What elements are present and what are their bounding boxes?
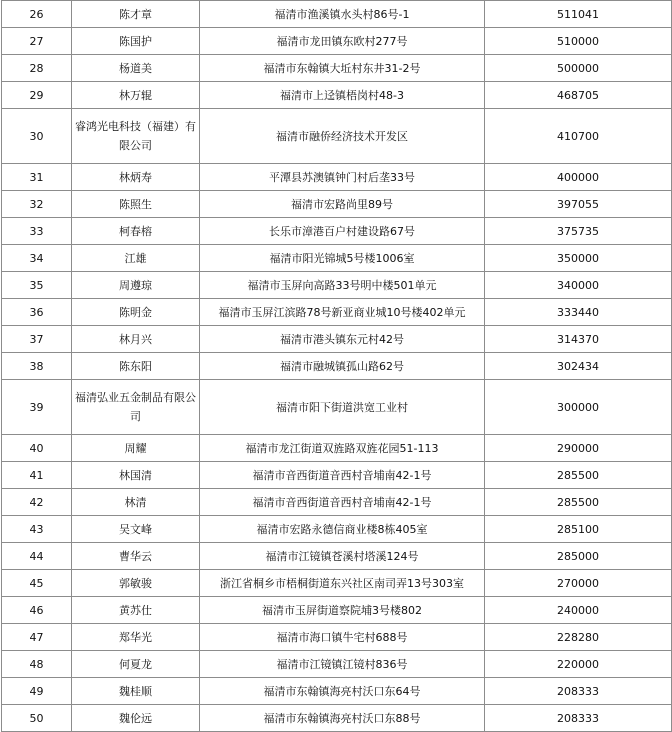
amount-cell: 208333 [485,705,672,732]
address-cell: 福清市海口镇牛宅村688号 [200,624,485,651]
amount-cell: 500000 [485,55,672,82]
amount-cell: 285100 [485,516,672,543]
table-row [2,678,672,705]
table-row [2,624,672,651]
row-number-cell: 41 [2,462,72,489]
table-row [2,380,672,435]
name-cell: 陈照生 [72,191,200,218]
row-number-cell: 34 [2,245,72,272]
address-cell: 福清市龙田镇东欧村277号 [200,28,485,55]
address-cell: 福清市东翰镇海亮村沃口东64号 [200,678,485,705]
row-number-cell: 31 [2,164,72,191]
amount-cell: 220000 [485,651,672,678]
name-cell: 杨道美 [72,55,200,82]
table-row [2,435,672,462]
row-number-cell: 40 [2,435,72,462]
table-row [2,218,672,245]
amount-cell: 240000 [485,597,672,624]
table-row [2,570,672,597]
name-cell: 江雄 [72,245,200,272]
table-body [2,1,672,732]
address-cell: 福清市港头镇东元村42号 [200,326,485,353]
table-row [2,705,672,732]
address-cell: 福清市宏路尚里89号 [200,191,485,218]
name-cell: 林万辊 [72,82,200,109]
address-cell: 福清市玉屏江滨路78号新亚商业城10号楼402单元 [200,299,485,326]
name-cell: 睿鸿光电科技（福建）有限公司 [72,109,200,164]
address-cell: 浙江省桐乡市梧桐街道东兴社区南司弄13号303室 [200,570,485,597]
row-number-cell: 46 [2,597,72,624]
table-row [2,516,672,543]
name-cell: 郑华光 [72,624,200,651]
name-cell: 林清 [72,489,200,516]
row-number-cell: 35 [2,272,72,299]
amount-cell: 468705 [485,82,672,109]
row-number-cell: 28 [2,55,72,82]
table-row [2,597,672,624]
name-cell: 柯春榕 [72,218,200,245]
table-row [2,489,672,516]
row-number-cell: 37 [2,326,72,353]
creditor-table [1,0,672,732]
table-row [2,164,672,191]
amount-cell: 333440 [485,299,672,326]
amount-cell: 270000 [485,570,672,597]
row-number-cell: 50 [2,705,72,732]
amount-cell: 300000 [485,380,672,435]
name-cell: 魏桂顺 [72,678,200,705]
amount-cell: 285000 [485,543,672,570]
address-cell: 长乐市漳港百户村建设路67号 [200,218,485,245]
table-row [2,28,672,55]
amount-cell: 285500 [485,489,672,516]
table-row [2,109,672,164]
address-cell: 福清市融城镇孤山路62号 [200,353,485,380]
address-cell: 福清市江镜镇苍溪村塔溪124号 [200,543,485,570]
row-number-cell: 36 [2,299,72,326]
address-cell: 福清市渔溪镇水头村86号-1 [200,1,485,28]
table-row [2,326,672,353]
name-cell: 林国清 [72,462,200,489]
name-cell: 陈才章 [72,1,200,28]
amount-cell: 290000 [485,435,672,462]
name-cell: 周遵琼 [72,272,200,299]
address-cell: 福清市上迳镇梧岗村48-3 [200,82,485,109]
amount-cell: 350000 [485,245,672,272]
address-cell: 福清市江镜镇江镜村836号 [200,651,485,678]
row-number-cell: 43 [2,516,72,543]
amount-cell: 397055 [485,191,672,218]
amount-cell: 314370 [485,326,672,353]
address-cell: 福清市玉屏街道察院埔3号楼802 [200,597,485,624]
name-cell: 陈国护 [72,28,200,55]
row-number-cell: 27 [2,28,72,55]
amount-cell: 208333 [485,678,672,705]
row-number-cell: 33 [2,218,72,245]
amount-cell: 228280 [485,624,672,651]
row-number-cell: 48 [2,651,72,678]
address-cell: 福清市东翰镇海亮村沃口东88号 [200,705,485,732]
name-cell: 黄苏仕 [72,597,200,624]
row-number-cell: 32 [2,191,72,218]
table-row [2,55,672,82]
name-cell: 林炳寿 [72,164,200,191]
address-cell: 福清市龙江街道双旌路双旌花园51-113 [200,435,485,462]
table-row [2,651,672,678]
amount-cell: 400000 [485,164,672,191]
table-row [2,191,672,218]
address-cell: 平潭县苏澳镇钟门村后垄33号 [200,164,485,191]
name-cell: 何夏龙 [72,651,200,678]
amount-cell: 510000 [485,28,672,55]
table-row [2,353,672,380]
table-row [2,299,672,326]
address-cell: 福清市音西街道音西村音埔南42-1号 [200,462,485,489]
amount-cell: 285500 [485,462,672,489]
row-number-cell: 49 [2,678,72,705]
address-cell: 福清市音西街道音西村音埔南42-1号 [200,489,485,516]
row-number-cell: 30 [2,109,72,164]
amount-cell: 375735 [485,218,672,245]
name-cell: 周耀 [72,435,200,462]
table-row [2,462,672,489]
amount-cell: 340000 [485,272,672,299]
row-number-cell: 39 [2,380,72,435]
row-number-cell: 47 [2,624,72,651]
name-cell: 福清弘业五金制品有限公司 [72,380,200,435]
table-row [2,82,672,109]
table-row [2,543,672,570]
row-number-cell: 38 [2,353,72,380]
table-row [2,272,672,299]
row-number-cell: 42 [2,489,72,516]
table-row [2,245,672,272]
row-number-cell: 26 [2,1,72,28]
address-cell: 福清市阳光锦城5号楼1006室 [200,245,485,272]
name-cell: 魏伦远 [72,705,200,732]
address-cell: 福清市宏路永德信商业楼8栋405室 [200,516,485,543]
table-row [2,1,672,28]
amount-cell: 302434 [485,353,672,380]
name-cell: 陈明金 [72,299,200,326]
row-number-cell: 29 [2,82,72,109]
name-cell: 曹华云 [72,543,200,570]
address-cell: 福清市玉屏向高路33号明中楼501单元 [200,272,485,299]
name-cell: 郭敏骏 [72,570,200,597]
amount-cell: 511041 [485,1,672,28]
address-cell: 福清市融侨经济技术开发区 [200,109,485,164]
address-cell: 福清市东翰镇大坵村东井31-2号 [200,55,485,82]
row-number-cell: 45 [2,570,72,597]
row-number-cell: 44 [2,543,72,570]
name-cell: 吴文峰 [72,516,200,543]
amount-cell: 410700 [485,109,672,164]
name-cell: 林月兴 [72,326,200,353]
name-cell: 陈东阳 [72,353,200,380]
address-cell: 福清市阳下街道洪宽工业村 [200,380,485,435]
